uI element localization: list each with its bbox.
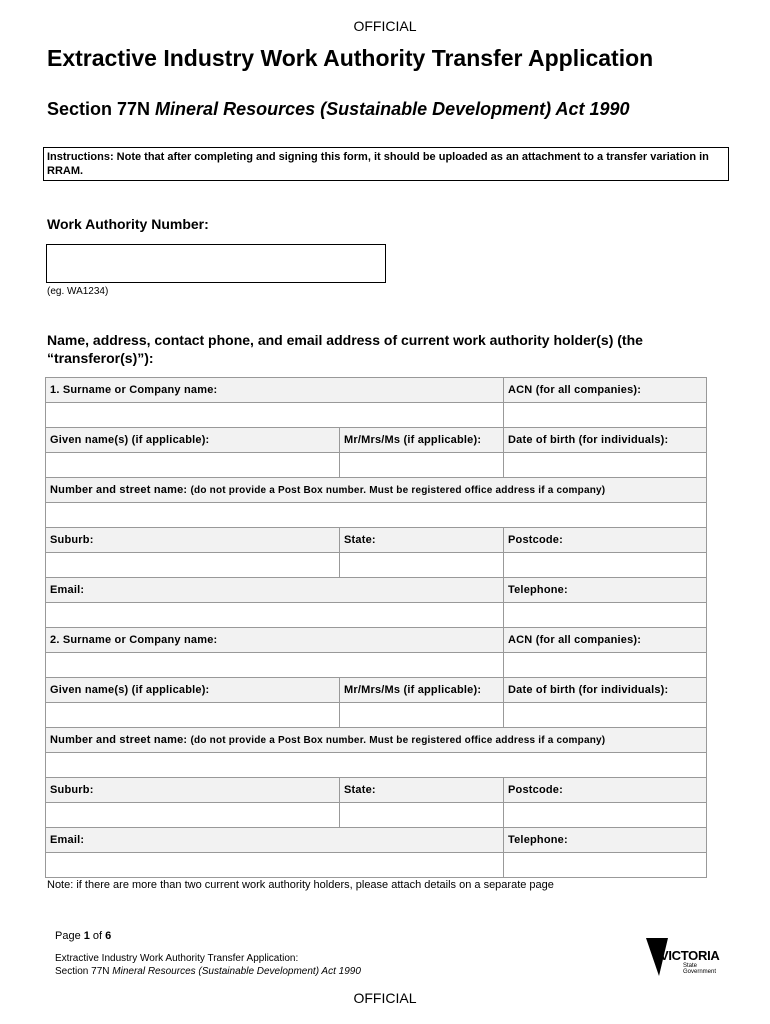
holder-2-suburb-input-row xyxy=(46,803,707,828)
logo-subtext: State Government xyxy=(683,963,717,975)
holder-2-acn-label: ACN (for all companies): xyxy=(504,628,707,653)
holder-2-given-name-field[interactable] xyxy=(46,703,340,728)
subtitle-section: Section 77N xyxy=(47,99,156,119)
holder-1-email-label-row xyxy=(46,578,707,603)
holder-1-title-field[interactable] xyxy=(340,453,504,478)
subtitle-act: Mineral Resources (Sustainable Development) Act 1990 xyxy=(155,99,630,119)
classification-bottom: OFFICIAL xyxy=(353,990,417,1006)
holder-1-postcode-label: Postcode: xyxy=(504,528,707,553)
holder-1-given-name-label: Given name(s) (if applicable): xyxy=(46,428,340,453)
holder-1-given-name-field[interactable] xyxy=(46,453,340,478)
holder-1-street-note: (do not provide a Post Box number. Must be registered office address if a company) xyxy=(190,485,606,496)
holder-2-street-note: (do not provide a Post Box number. Must be registered office address if a company) xyxy=(190,735,606,746)
holder-1-dob-field[interactable] xyxy=(504,453,707,478)
holder-2-title-field[interactable] xyxy=(340,703,504,728)
holder-1-surname-label: 1. Surname or Company name: xyxy=(46,378,504,403)
holder-2-dob-field[interactable] xyxy=(504,703,707,728)
holder-2-street-field[interactable] xyxy=(46,753,707,778)
holder-2-postcode-field[interactable] xyxy=(504,803,707,828)
holder-1-street-input-row xyxy=(46,503,707,528)
logo-wordmark: VICTORIA xyxy=(660,948,720,963)
holder-2-state-field[interactable] xyxy=(340,803,504,828)
classification-top: OFFICIAL xyxy=(353,18,417,34)
holder-2-email-label-row xyxy=(46,828,707,853)
holder-1-state-label: State: xyxy=(340,528,504,553)
holder-1-street-label xyxy=(46,478,707,503)
holder-2-telephone-label: Telephone: xyxy=(504,828,707,853)
holder-1-acn-label: ACN (for all companies): xyxy=(504,378,707,403)
holder-1-telephone-label: Telephone: xyxy=(504,578,707,603)
holder-2-acn-field[interactable] xyxy=(504,653,707,678)
additional-holders-note: Note: if there are more than two current work authority holders, please attach details on a separate page xyxy=(47,879,554,891)
holder-2-suburb-label: Suburb: xyxy=(46,778,340,803)
page-number: Page 1 of 6 xyxy=(55,930,112,942)
holder-1-dob-label: Date of birth (for individuals): xyxy=(504,428,707,453)
holder-1-street-label-text: Number and street name: xyxy=(50,484,191,496)
page-subtitle xyxy=(47,99,630,120)
holder-1-email-input-row xyxy=(46,603,707,628)
holder-2-given-input-row xyxy=(46,703,707,728)
total-pages: 6 xyxy=(105,930,112,942)
footer-act: Section 77N Mineral Resources (Sustainable Development) Act 1990 xyxy=(55,966,361,977)
current-page: 1 xyxy=(83,930,90,942)
holder-2-email-field[interactable] xyxy=(46,853,504,878)
holder-1-telephone-field[interactable] xyxy=(504,603,707,628)
work-authority-number-field[interactable] xyxy=(46,244,386,283)
holder-1-postcode-field[interactable] xyxy=(504,553,707,578)
holder-1-state-field[interactable] xyxy=(340,553,504,578)
holder-1-street-field[interactable] xyxy=(46,503,707,528)
transferor-heading: Name, address, contact phone, and email address of current work authority holder(s) (the “transferor(s)”): xyxy=(47,332,643,366)
holder-1-given-input-row xyxy=(46,453,707,478)
holder-2-surname-field[interactable] xyxy=(46,653,504,678)
holder-1-suburb-input-row xyxy=(46,553,707,578)
holder-1-name-input-row xyxy=(46,403,707,428)
holder-1-surname-field[interactable] xyxy=(46,403,504,428)
holder-1-name-label-row xyxy=(46,378,707,403)
holder-2-email-input-row xyxy=(46,853,707,878)
holder-1-given-label-row xyxy=(46,428,707,453)
holder-2-suburb-label-row xyxy=(46,778,707,803)
holder-2-given-name-label: Given name(s) (if applicable): xyxy=(46,678,340,703)
holder-1-email-label: Email: xyxy=(46,578,504,603)
holder-2-surname-label: 2. Surname or Company name: xyxy=(46,628,504,653)
holder-2-state-label: State: xyxy=(340,778,504,803)
footer-form-name: Extractive Industry Work Authority Transfer Application: xyxy=(55,953,299,964)
holder-2-street-label-text: Number and street name: xyxy=(50,734,191,746)
holder-2-name-input-row xyxy=(46,653,707,678)
page-title: Extractive Industry Work Authority Transfer Application xyxy=(47,45,654,71)
transferor-details-table xyxy=(45,377,707,878)
work-authority-label: Work Authority Number: xyxy=(47,216,209,232)
holder-2-title-label: Mr/Mrs/Ms (if applicable): xyxy=(340,678,504,703)
holder-2-email-label: Email: xyxy=(46,828,504,853)
holder-2-street-label-row xyxy=(46,728,707,753)
holder-2-postcode-label: Postcode: xyxy=(504,778,707,803)
holder-2-name-label-row xyxy=(46,628,707,653)
holder-1-suburb-label: Suburb: xyxy=(46,528,340,553)
holder-1-email-field[interactable] xyxy=(46,603,504,628)
work-authority-hint: (eg. WA1234) xyxy=(47,286,109,297)
holder-1-suburb-label-row xyxy=(46,528,707,553)
holder-1-acn-field[interactable] xyxy=(504,403,707,428)
holder-2-given-label-row xyxy=(46,678,707,703)
holder-2-suburb-field[interactable] xyxy=(46,803,340,828)
holder-2-street-label xyxy=(46,728,707,753)
holder-1-street-label-row xyxy=(46,478,707,503)
holder-2-dob-label: Date of birth (for individuals): xyxy=(504,678,707,703)
holder-1-title-label: Mr/Mrs/Ms (if applicable): xyxy=(340,428,504,453)
instructions-box: Instructions: Note that after completing and signing this form, it should be uploaded as an attachment to a transfer variation in RRAM. xyxy=(43,147,729,181)
holder-1-suburb-field[interactable] xyxy=(46,553,340,578)
holder-2-street-input-row xyxy=(46,753,707,778)
holder-2-telephone-field[interactable] xyxy=(504,853,707,878)
